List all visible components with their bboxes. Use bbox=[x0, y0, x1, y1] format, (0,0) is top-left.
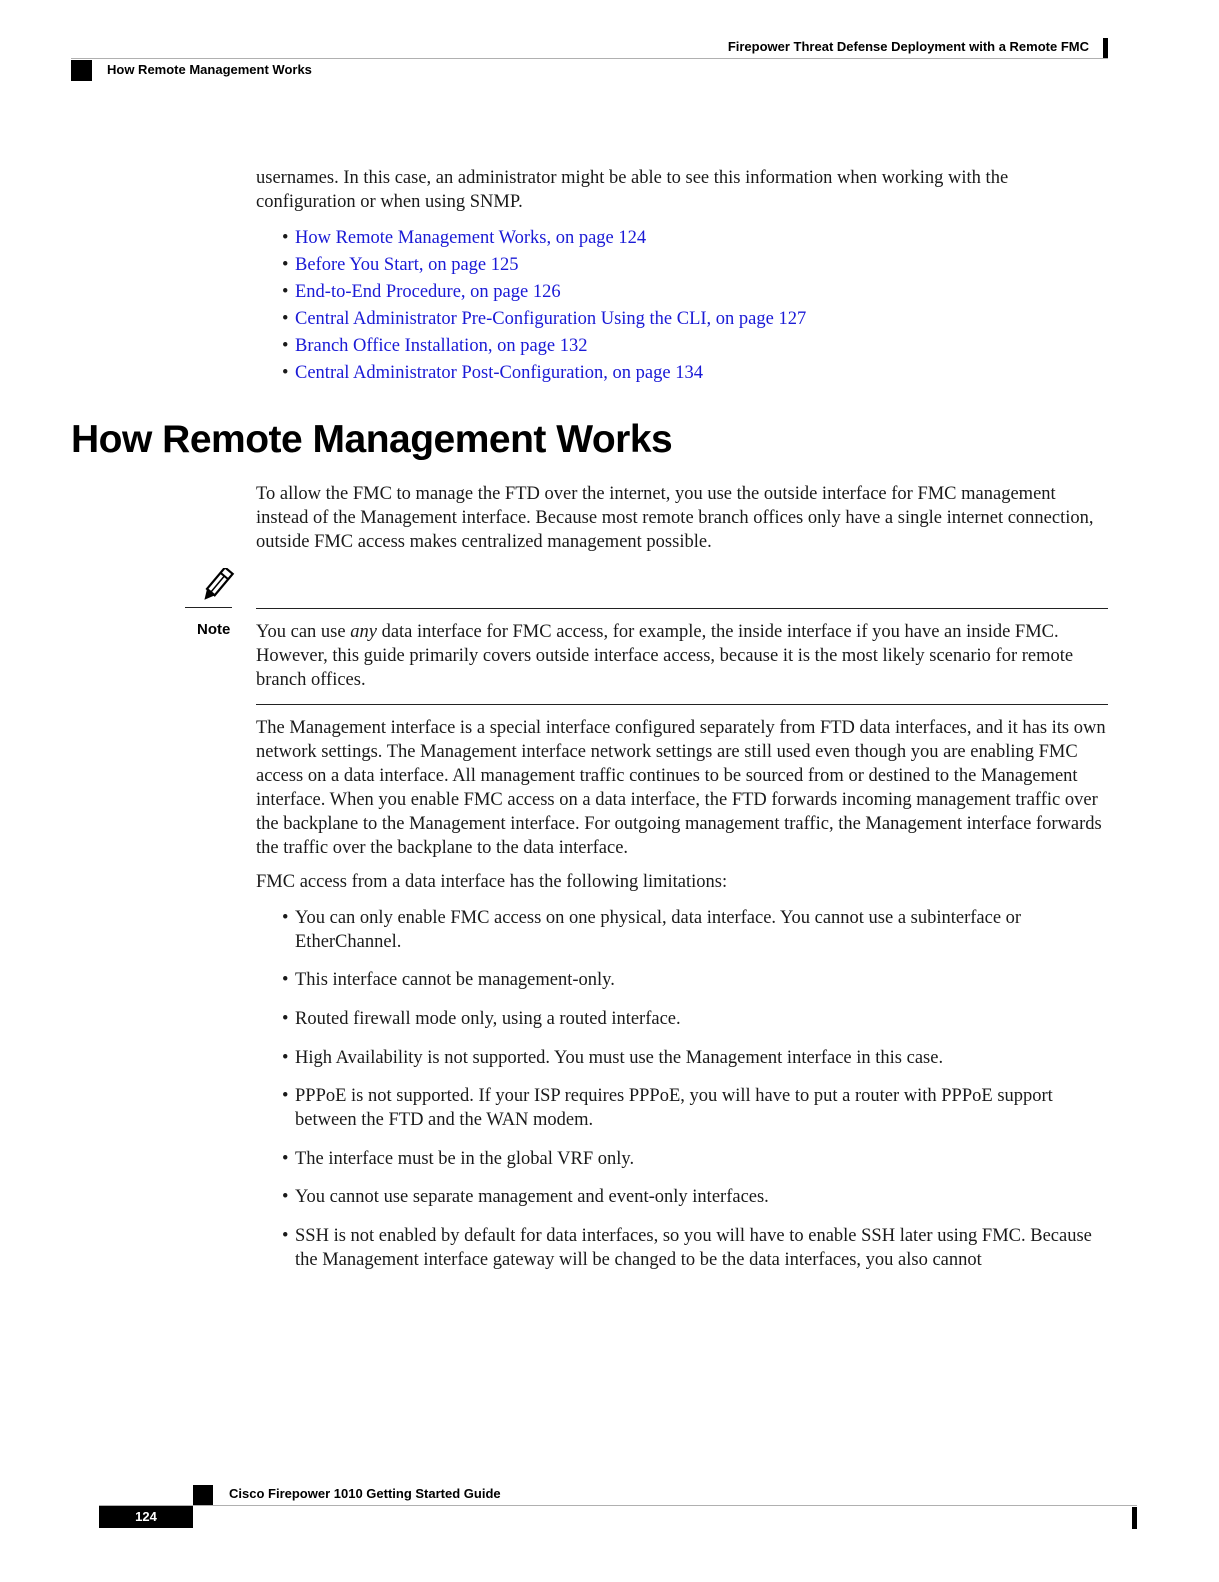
limitation-text: • PPPoE is not supported. If your ISP requires PPPoE, you will have to put a router with PPPoE support between the FTD and the WAN modem. bbox=[282, 1084, 1112, 1132]
footer-block bbox=[193, 1485, 213, 1505]
toc-item: • End-to-End Procedure, on page 126 bbox=[282, 282, 561, 302]
limitation-item bbox=[282, 1046, 1112, 1070]
note-text-end: data interface for FMC access, for example, the inside interface if you have an inside FMC. However, this guide primarily covers outside interface access, because it is the most likely scenario for remote branch offices. bbox=[256, 622, 1074, 690]
note-emphasis: any bbox=[350, 622, 377, 642]
note-text bbox=[256, 620, 1112, 692]
section-heading: How Remote Management Works bbox=[71, 418, 673, 461]
limitation-item bbox=[282, 906, 1112, 954]
toc-item: • Before You Start, on page 125 bbox=[282, 255, 519, 275]
limitation-text: • Routed firewall mode only, using a routed interface. bbox=[282, 1007, 1112, 1031]
section-paragraph-3 bbox=[256, 870, 1112, 894]
limitation-text: • High Availability is not supported. You must use the Management interface in this case. bbox=[282, 1046, 1112, 1070]
limitation-text: • SSH is not enabled by default for data interfaces, so you will have to enable SSH later using FMC. Because the Management interface gateway will be changed to be the data interfaces, you also cannot bbox=[282, 1224, 1112, 1272]
limitation-item bbox=[282, 1084, 1112, 1132]
limitation-text: • The interface must be in the global VRF only. bbox=[282, 1147, 1112, 1171]
toc-item: • How Remote Management Works, on page 124 bbox=[282, 228, 647, 248]
section-paragraph-2 bbox=[256, 716, 1112, 860]
toc-link-central-admin-pre-config[interactable]: Central Administrator Pre-Configuration Using the CLI, on page 127 bbox=[295, 309, 807, 329]
note-top-rule bbox=[256, 608, 1108, 609]
limitation-text: • You can only enable FMC access on one physical, data interface. You cannot use a subinterface or EtherChannel. bbox=[282, 906, 1112, 954]
section-paragraph-1 bbox=[256, 482, 1112, 554]
toc-item: • Central Administrator Post-Configuration, on page 134 bbox=[282, 363, 703, 383]
running-header-chapter: Firepower Threat Defense Deployment with a Remote FMC bbox=[727, 39, 1089, 54]
pencil-note-icon bbox=[196, 568, 236, 604]
toc-link-list bbox=[282, 225, 806, 387]
toc-link-before-you-start[interactable]: Before You Start, on page 125 bbox=[295, 255, 519, 275]
paragraph-text: To allow the FMC to manage the FTD over the internet, you use the outside interface for FMC management instead of the Management interface. Because most remote branch offices only have a single internet connection, outside FMC access makes centralized management possible. bbox=[256, 484, 1094, 552]
note-label-rule bbox=[185, 607, 232, 608]
footer-marker-bar bbox=[1132, 1507, 1137, 1529]
limitation-item bbox=[282, 1007, 1112, 1031]
limitation-item bbox=[282, 968, 1112, 992]
limitation-item bbox=[282, 1224, 1112, 1272]
header-rule bbox=[71, 58, 1108, 59]
intro-paragraph bbox=[256, 166, 1112, 214]
toc-link-central-admin-post-config[interactable]: Central Administrator Post-Configuration, on page 134 bbox=[295, 363, 703, 383]
limitation-text: • This interface cannot be management-only. bbox=[282, 968, 1112, 992]
toc-link-how-remote-management-works[interactable]: How Remote Management Works, on page 124 bbox=[295, 228, 647, 248]
limitation-item bbox=[282, 1147, 1112, 1171]
footer-guide-title: Cisco Firepower 1010 Getting Started Guide bbox=[229, 1486, 501, 1501]
page-number: 124 bbox=[99, 1506, 193, 1528]
running-header-section: How Remote Management Works bbox=[107, 62, 312, 77]
toc-item: • Branch Office Installation, on page 132 bbox=[282, 336, 588, 356]
note-bottom-rule bbox=[256, 704, 1108, 705]
limitation-item bbox=[282, 1185, 1112, 1209]
footer-rule bbox=[99, 1505, 1137, 1506]
header-section-block bbox=[71, 60, 92, 81]
paragraph-text: The Management interface is a special interface configured separately from FTD data interfaces, and it has its own network settings. The Management interface network settings are still used even though you are enabling FMC access on a data interface. All management traffic continues to be sourced from or destined to the Management interface. When you enable FMC access on a data interface, the FTD forwards incoming management traffic over the backplane to the Management interface. For outgoing management traffic, the Management interface forwards the traffic over the backplane to the data interface. bbox=[256, 718, 1106, 858]
paragraph-text: FMC access from a data interface has the following limitations: bbox=[256, 872, 728, 892]
toc-link-end-to-end-procedure[interactable]: End-to-End Procedure, on page 126 bbox=[295, 282, 561, 302]
toc-item: • Central Administrator Pre-Configuration Using the CLI, on page 127 bbox=[282, 309, 807, 329]
intro-text: usernames. In this case, an administrator might be able to see this information when working with the configuration or when using SNMP. bbox=[256, 168, 1009, 212]
note-label: Note bbox=[197, 621, 231, 638]
note-text-start: You can use bbox=[256, 622, 351, 642]
limitation-text: • You cannot use separate management and event-only interfaces. bbox=[282, 1185, 1112, 1209]
note-body bbox=[256, 620, 1112, 692]
toc-link-branch-office-installation[interactable]: Branch Office Installation, on page 132 bbox=[295, 336, 588, 356]
header-marker-bar bbox=[1103, 38, 1108, 58]
